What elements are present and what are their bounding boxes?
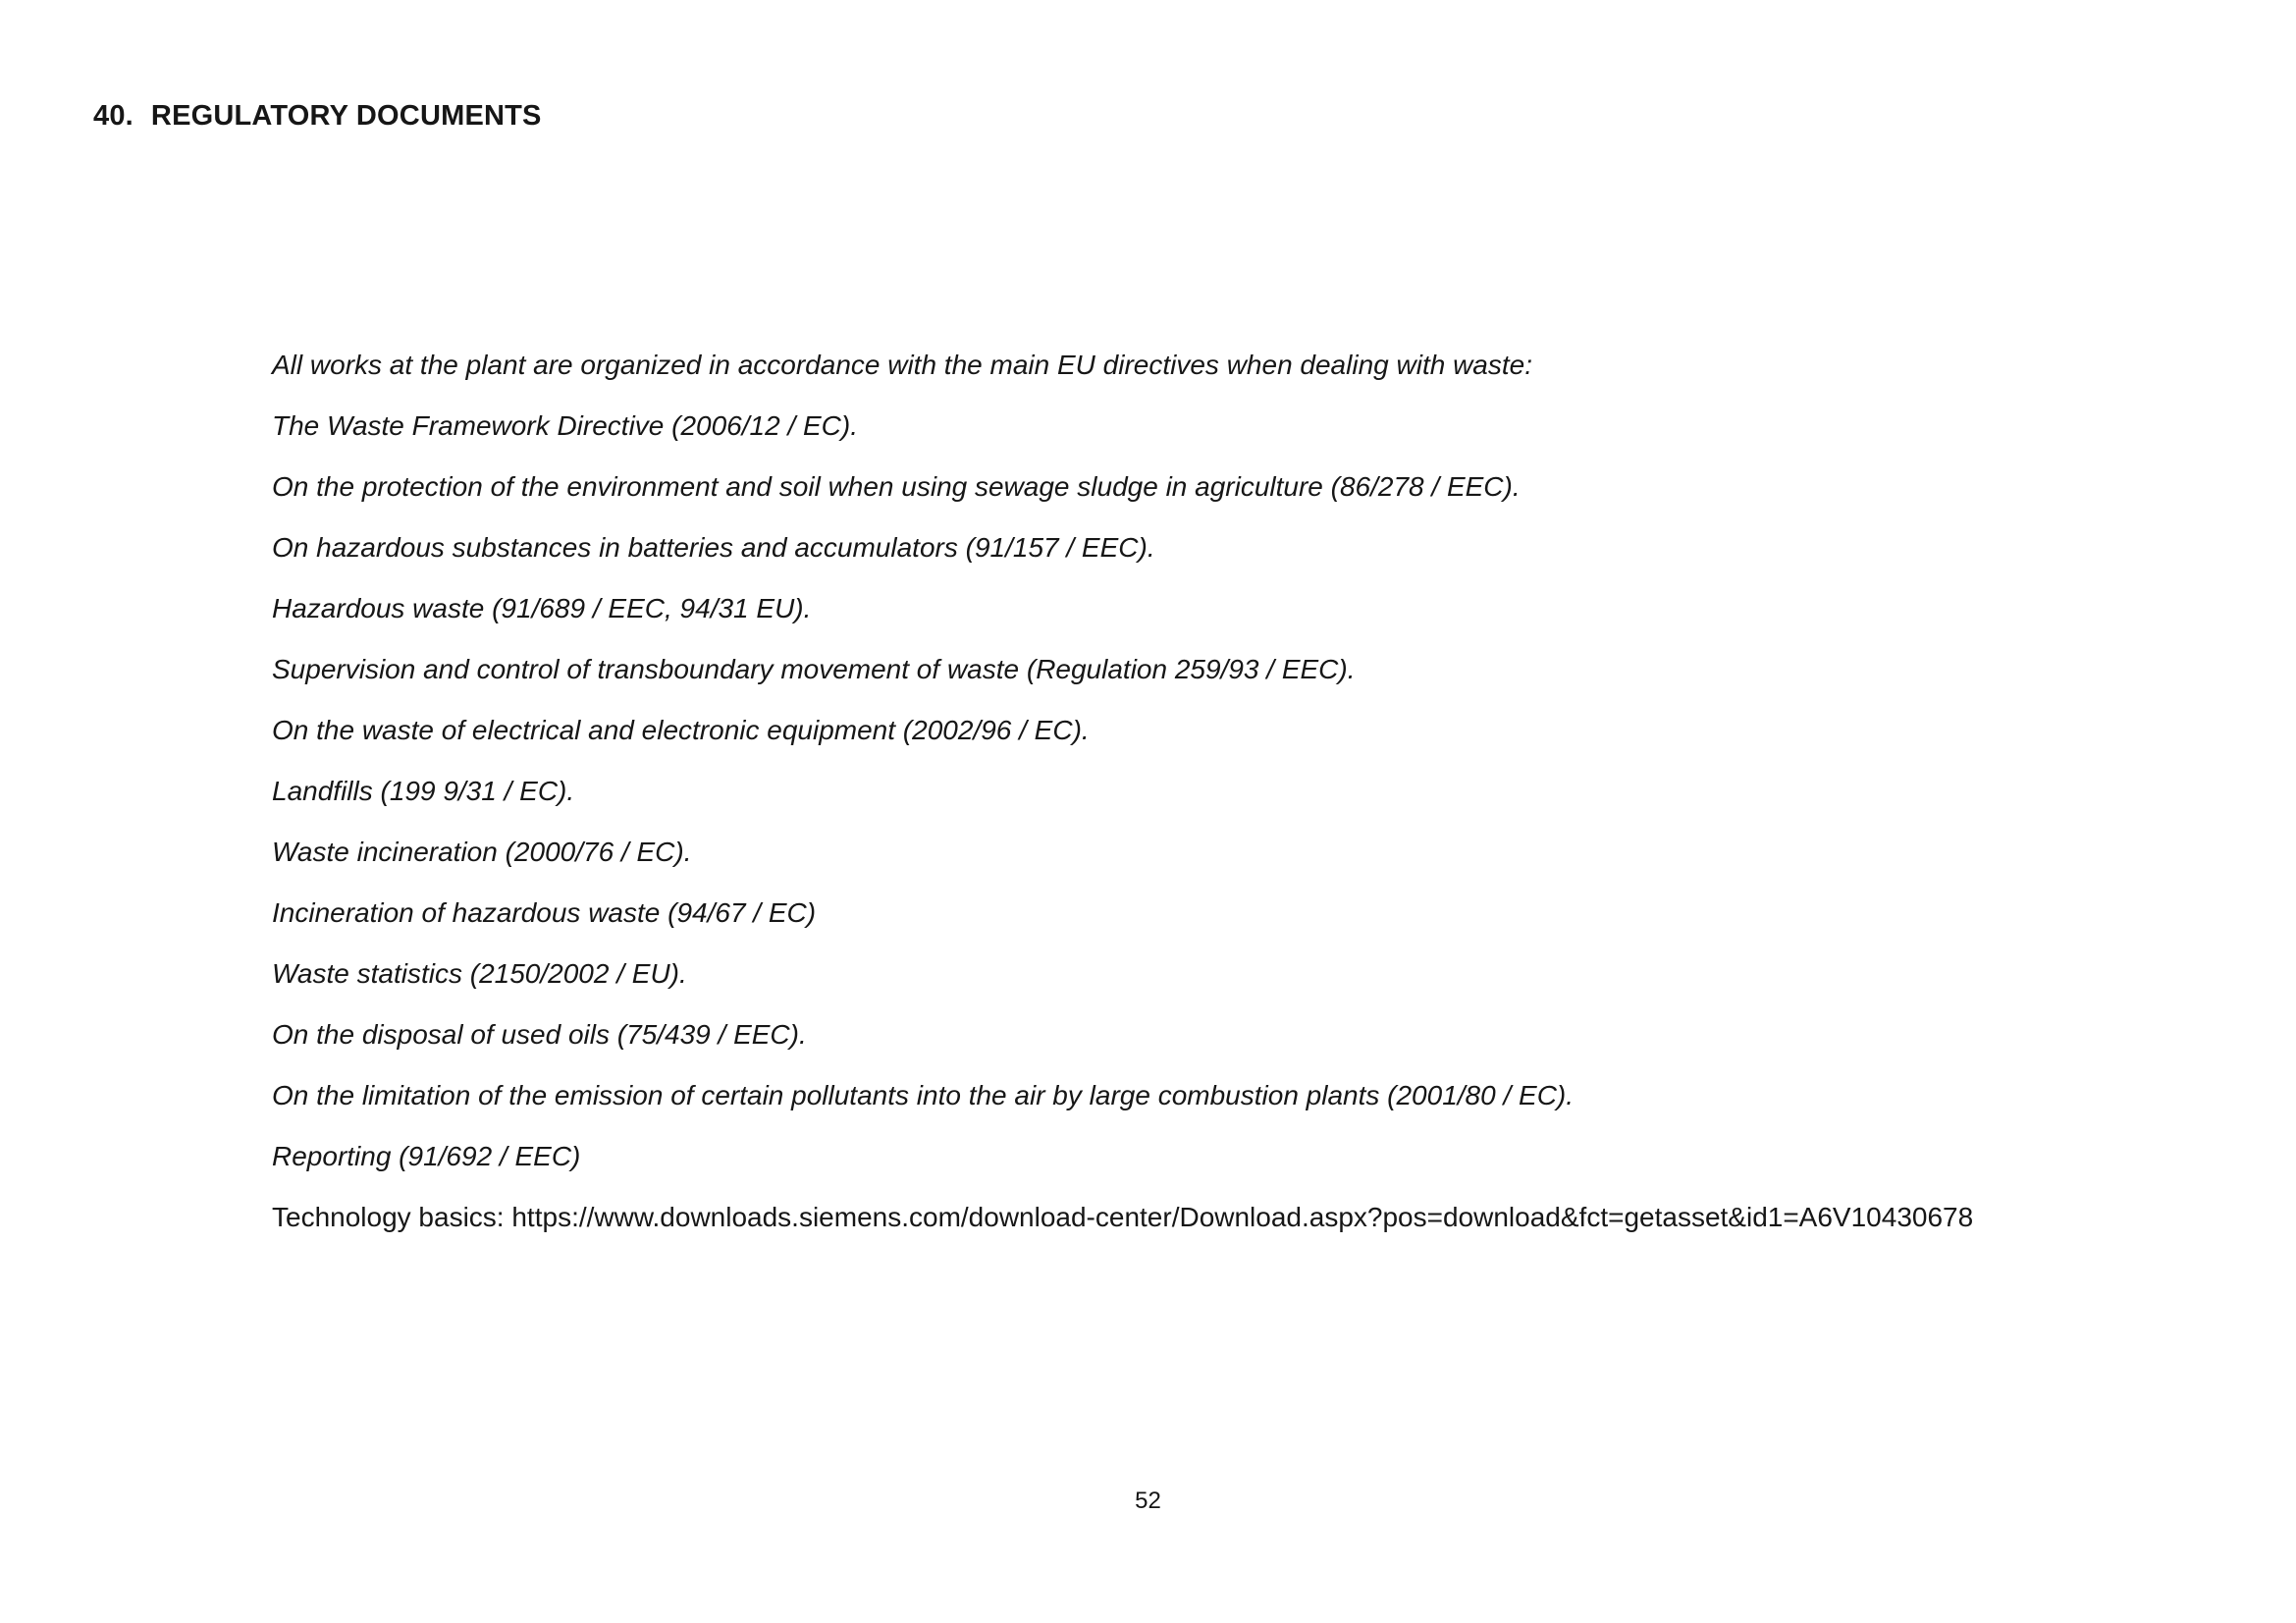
technology-basics-url[interactable]: https://www.downloads.siemens.com/download-center/Download.aspx?pos=download&fct=getasset&id1=A6V10430678 bbox=[511, 1202, 1974, 1232]
body-line: Waste statistics (2150/2002 / EU). bbox=[272, 958, 687, 989]
body-line: Landfills (199 9/31 / EC). bbox=[272, 776, 575, 806]
section-number: 40. bbox=[93, 100, 133, 132]
section-heading bbox=[93, 100, 542, 133]
body-line: On hazardous substances in batteries and accumulators (91/157 / EEC). bbox=[272, 532, 1155, 563]
technology-basics-label: Technology basics: bbox=[272, 1202, 512, 1232]
body-line: Incineration of hazardous waste (94/67 / EC) bbox=[272, 897, 817, 928]
body-text bbox=[272, 335, 2216, 1248]
body-line: Reporting (91/692 / EEC) bbox=[272, 1141, 581, 1171]
body-line: On the protection of the environment and soil when using sewage sludge in agriculture (86/278 / EEC). bbox=[272, 471, 1521, 502]
page-number: 52 bbox=[1135, 1488, 1161, 1514]
body-line: On the waste of electrical and electronic equipment (2002/96 / EC). bbox=[272, 715, 1090, 745]
body-line: Waste incineration (2000/76 / EC). bbox=[272, 837, 692, 867]
body-line: The Waste Framework Directive (2006/12 / EC). bbox=[272, 410, 859, 441]
body-line: Supervision and control of transboundary movement of waste (Regulation 259/93 / EEC). bbox=[272, 654, 1356, 684]
section-title: REGULATORY DOCUMENTS bbox=[150, 100, 542, 132]
body-line: All works at the plant are organized in accordance with the main EU directives when dealing with waste: bbox=[272, 350, 1532, 380]
body-line: On the disposal of used oils (75/439 / EEC). bbox=[272, 1019, 807, 1050]
body-line: On the limitation of the emission of certain pollutants into the air by large combustion plants (2001/80 / EC). bbox=[272, 1080, 1575, 1110]
body-line-technology bbox=[272, 1187, 2216, 1248]
body-line: Hazardous waste (91/689 / EEC, 94/31 EU). bbox=[272, 593, 812, 623]
